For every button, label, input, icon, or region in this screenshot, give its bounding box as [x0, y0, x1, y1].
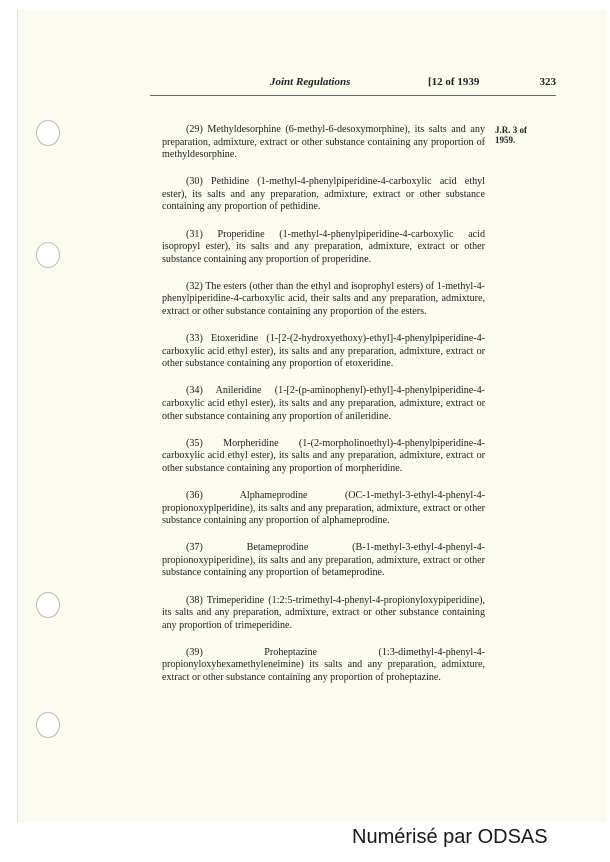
punch-hole [36, 242, 60, 268]
paragraph-32: (32) The esters (other than the ethyl and isoprophyl esters) of 1-methyl-4-phenylpiperidine-4-carboxylic acid, their salts and any preparation, admixture, extract or other substance containing any proportion of the esters. [162, 280, 485, 318]
paragraph-33: (33) Etoxeridine (1-[2-(2-hydroxyethoxy)-ethyl]-4-phenylpiperidine-4-carboxylic acid ethyl ester), its salts and any preparation, admixture, extract or other substance containing any proportion of etoxeridine. [162, 333, 485, 370]
paragraph-31: (31) Properidine (1-methyl-4-phenylpiperidine-4-carboxylic acid isopropyl ester), its salts and any preparation, admixture, extract or other substance containing any proportion of properidine. [162, 228, 485, 265]
paragraph-37: (37) Betameprodine (B-1-methyl-3-ethyl-4-phenyl-4-propionoxypiperidine), its salts and any preparation, admixture, extract or other substance containing any proportion of betameprodine. [162, 542, 485, 579]
paragraph-30: (30) Pethidine (1-methyl-4-phenylpiperidine-4-carboxylic acid ethyl ester), its salts and any preparation, admixture, extract or other substance containing any proportion of pethidine. [162, 176, 485, 213]
paragraph-29: (29) Methyldesorphine (6-methyl-6-desoxymorphine), its salts and any preparation, admixture, extract or other substance containing any proportion of methyldesorphine. [162, 124, 485, 161]
margin-note: J.R. 3 of 1959. [495, 125, 527, 145]
punch-hole [36, 592, 60, 618]
regulation-body [162, 124, 485, 699]
paragraph-34: (34) Anileridine (1-[2-(p-aminophenyl)-ethyl]-4-phenylpiperidine-4-carboxylic acid ethyl ester), its salts and any preparation, admixture, extract or other substance containing any proportion of anileridine. [162, 385, 485, 422]
paragraph-35: (35) Morpheridine (1-(2-morpholinoethyl)-4-phenylpiperidine-4-carboxylic acid ethyl ester), its salts and any preparation, admixture, extract or other substance containing any proportion of morpheridine. [162, 437, 485, 474]
punch-hole [36, 120, 60, 146]
paragraph-38: (38) Trimeperidine (1:2:5-trimethyl-4-phenyl-4-propionyloxypiperidine), its salts and any preparation, admixture, extract or other substance containing any proportion of trimeperidine. [162, 594, 485, 631]
page-header [150, 76, 556, 96]
page-number: 323 [539, 76, 556, 88]
digitization-credit: Numérisé par ODSAS [352, 826, 548, 848]
header-rule [150, 95, 556, 96]
paragraph-36: (36) Alphameprodine (OC-1-methyl-3-ethyl-4-phenyl-4-propionoxyplperidine), its salts and any preparation, admixture, extract or other substance containing any proportion of alphameprodine. [162, 489, 485, 527]
regulation-reference: [12 of 1939 [428, 76, 480, 88]
running-title: Joint Regulations [270, 76, 351, 88]
paragraph-39: (39) Proheptazine (1:3-dimethyl-4-phenyl-4-propionyloxyhexamethyleneimine) its salts and any preparation, admixture, extract or other substance containing any proportion of proheptazine. [162, 646, 485, 683]
punch-hole [36, 712, 60, 738]
